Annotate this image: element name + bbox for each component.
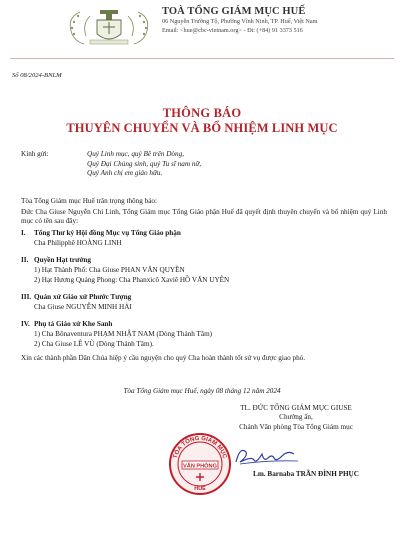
section-title: Quản xứ Giáo xứ Phước Tượng <box>34 293 132 301</box>
org-address: 06 Nguyễn Trường Tộ, Phường Vĩnh Ninh, TP. Huế, Việt Nam <box>162 18 318 25</box>
recipient-list <box>87 150 201 179</box>
section-heading <box>21 293 131 301</box>
signature-block <box>202 404 390 432</box>
sign-line: Chưởng ấn, <box>279 413 313 422</box>
section-heading <box>21 320 112 328</box>
section-heading <box>21 229 181 237</box>
recipient-line: Quý Đại Chủng sinh, quý Tu sĩ nam nữ, <box>87 159 202 168</box>
section-item: 1) Cha Bônaventura PHẠM NHẬT NAM (Dòng Thánh Tâm) <box>34 330 213 338</box>
section-item: Cha Philipphê HOÀNG LINH <box>34 239 122 247</box>
section-item: Cha Giuse NGUYỄN MINH HẢI <box>34 303 132 311</box>
intro-text: Tòa Tổng Giám mục Huế trân trọng thông báo: <box>21 197 158 205</box>
sign-line: TL. ĐỨC TỔNG GIÁM MỤC GIUSE <box>240 404 352 412</box>
section-title: Phụ tá Giáo xứ Khe Sanh <box>34 320 113 328</box>
org-name: TOÀ TỔNG GIÁM MỤC HUẾ <box>162 6 306 17</box>
svg-text:TÒA TỔNG GIÁM MỤC: TÒA TỔNG GIÁM MỤC <box>172 435 228 460</box>
section-number: I. <box>21 229 26 237</box>
section-number: II. <box>21 256 29 264</box>
section-heading <box>21 256 91 264</box>
letterhead <box>162 6 398 35</box>
section-item: 2) Cha Giuse LÊ VŨ (Dòng Thánh Tâm). <box>34 340 154 348</box>
org-contact: Email: <hue@cbc-vietnam.org> - Đt: (+84) 91 3373 516 <box>162 27 303 34</box>
svg-text:VĂN PHÒNG: VĂN PHÒNG <box>183 463 217 470</box>
issue-date: Tòa Tổng Giám mục Huế, ngày 08 tháng 12 năm 2024 <box>123 387 281 395</box>
section-title: Quyền Hạt trưởng <box>34 256 92 264</box>
greeting-label: Kính gửi: <box>21 150 49 158</box>
header-divider <box>10 58 394 59</box>
signer-name: Lm. Barnaba TRẦN ĐÌNH PHỤC <box>253 470 359 478</box>
handwritten-signature <box>230 444 310 468</box>
section-title: Tổng Thư ký Hội đồng Mục vụ Tổng Giáo phận <box>34 229 181 237</box>
reference-number: Số 08/2024-BNLM <box>12 72 62 79</box>
coat-of-arms-icon <box>60 6 158 48</box>
section-number: IV. <box>21 320 30 328</box>
official-seal-icon <box>168 432 232 496</box>
svg-text:HUẾ: HUẾ <box>194 486 206 492</box>
recipient-line: Quý Linh mục, quý Bề trên Dòng, <box>87 150 185 158</box>
document-subtitle: THUYÊN CHUYỂN VÀ BỔ NHIỆM LINH MỤC <box>66 121 338 135</box>
section-number: III. <box>21 293 32 301</box>
section-item: 2) Hạt Hương Quảng Phong: Cha Phanxicô Xaviê HỒ VĂN UYÊN <box>34 276 230 284</box>
sign-line: Chánh Văn phòng Tòa Tổng Giám mục <box>239 422 353 431</box>
document-title: THÔNG BÁO <box>162 106 242 120</box>
recipient-line: Quý Anh chị em giáo hữu. <box>87 169 163 178</box>
closing-paragraph: Xin các thành phần Dân Chúa hiệp ý cầu nguyện cho quý Cha hoàn thành tốt sứ vụ được giao phó. <box>21 354 306 362</box>
section-item: 1) Hạt Thành Phố: Cha Giuse PHAN VĂN QUYỀN <box>34 266 185 274</box>
body-paragraph: Đức Cha Giuse Nguyễn Chí Linh, Tổng Giám mục Tổng Giáo phận Huế đã quyết định thuyên chuyển và bổ nhiệm quý Linh mục có tên sau đây: <box>21 208 387 226</box>
